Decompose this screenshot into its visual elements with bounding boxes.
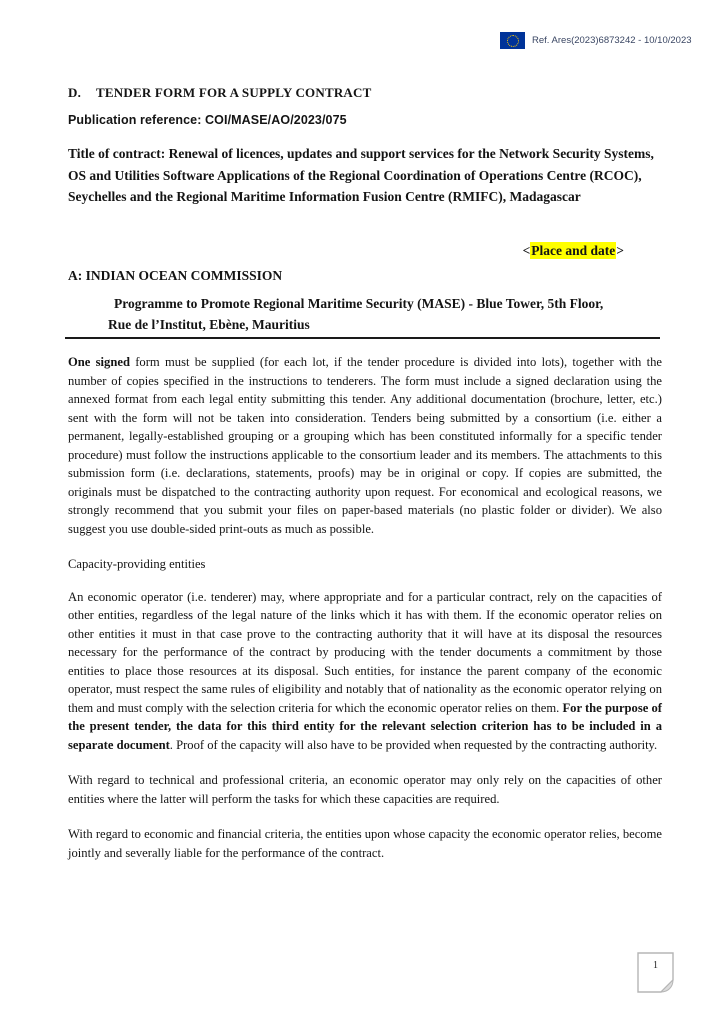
body-paragraph-1 — [68, 353, 662, 538]
publication-reference: Publication reference: COI/MASE/AO/2023/075 — [68, 113, 347, 127]
para1-rest: form must be supplied (for each lot, if the tender procedure is divided into lots), together with the number of copies specified in the instructions to tenderers. The form must include a signed declaration using the annexed format from each legal entity submitting this tender. Any additional documentation (brochure, letter, etc.) sent with the form will not be taken into consideration. Tenders being submitted by a consortium (i.e. either a permanent, legally-established grouping or a grouping which has been constituted informally for a specific tender procedure) must follow the instructions applicable to the consortium leader and its members. The attachments to this submission form (i.e. declarations, statements, proofs) may be in original or copy. If copies are submitted, the originals must be dispatched to the contracting authority upon request. For economical and ecological reasons, we strongly recommend that you submit your files on paper-based materials (no plastic folder or divider). We also suggest you use double-sided print-outs as much as possible. — [68, 355, 662, 536]
section-letter: D. — [68, 85, 82, 100]
para2-part2: . Proof of the capacity will also have to be provided when requested by the contracting authority. — [169, 737, 658, 752]
page-number-badge — [637, 952, 674, 993]
document-ref-row — [500, 32, 692, 49]
body-paragraph-2 — [68, 588, 662, 755]
body-paragraph-3: With regard to technical and professional criteria, an economic operator may only rely on the capacities of other entities where the latter will perform the tasks for which these capacities are required. — [68, 773, 662, 806]
para2-bold: For the purpose of the present tender, the data for this third entity for the relevant selection criterion has to be included in a separate document — [68, 700, 662, 752]
section-divider — [65, 337, 660, 339]
place-date-bracket-open: < — [522, 243, 531, 258]
section-title: TENDER FORM FOR A SUPPLY CONTRACT — [96, 85, 372, 100]
addressee-address: Programme to Promote Regional Maritime Security (MASE) - Blue Tower, 5th Floor, Rue de l’Institut, Ebène, Mauritius — [108, 296, 604, 332]
capacity-subheading: Capacity-providing entities — [68, 557, 206, 571]
place-date-highlight: Place and date — [531, 243, 616, 258]
body-text — [68, 353, 662, 879]
eu-flag-icon — [500, 32, 525, 49]
body-paragraph-4: With regard to economic and financial criteria, the entities upon whose capacity the economic operator relies, become jointly and severally liable for the performance of the contract. — [68, 827, 662, 860]
ares-reference-text: Ref. Ares(2023)6873242 - 10/10/2023 — [532, 35, 692, 46]
dog-ear-page-icon — [637, 952, 674, 993]
para2-part1: An economic operator (i.e. tenderer) may, where appropriate and for a particular contract, rely on the capacities of other entities, regardless of the legal nature of the links which it has with them. If the economic operator relies on other entities it must in that case prove to the contracting authority that it will have at its disposal the resources necessary for the performance of the contract by producing with the tender documents a commitment by those entities to place those resources at its disposal. Such entities, for instance the parent company of the economic operator, must respect the same rules of eligibility and notably that of nationality as the economic operator relying on them and must comply with the selection criteria for which the economic operator relies on them. — [68, 589, 662, 715]
section-heading — [68, 85, 371, 101]
place-date-bracket-close: > — [616, 243, 624, 258]
eu-stars-ring — [507, 35, 519, 47]
contract-title: Title of contract: Renewal of licences, updates and support services for the Network Security Systems, OS and Utilities Software Applications of the Regional Coordination of Operations Centre (RCOC), Seychelles and the Regional Maritime Information Fusion Centre (RMIFC), Madagascar — [68, 146, 654, 204]
place-and-date-field — [523, 243, 624, 259]
page-number: 1 — [653, 960, 658, 971]
addressee-heading: A: INDIAN OCEAN COMMISSION — [68, 268, 283, 283]
para1-bold-lead: One signed — [68, 355, 130, 369]
